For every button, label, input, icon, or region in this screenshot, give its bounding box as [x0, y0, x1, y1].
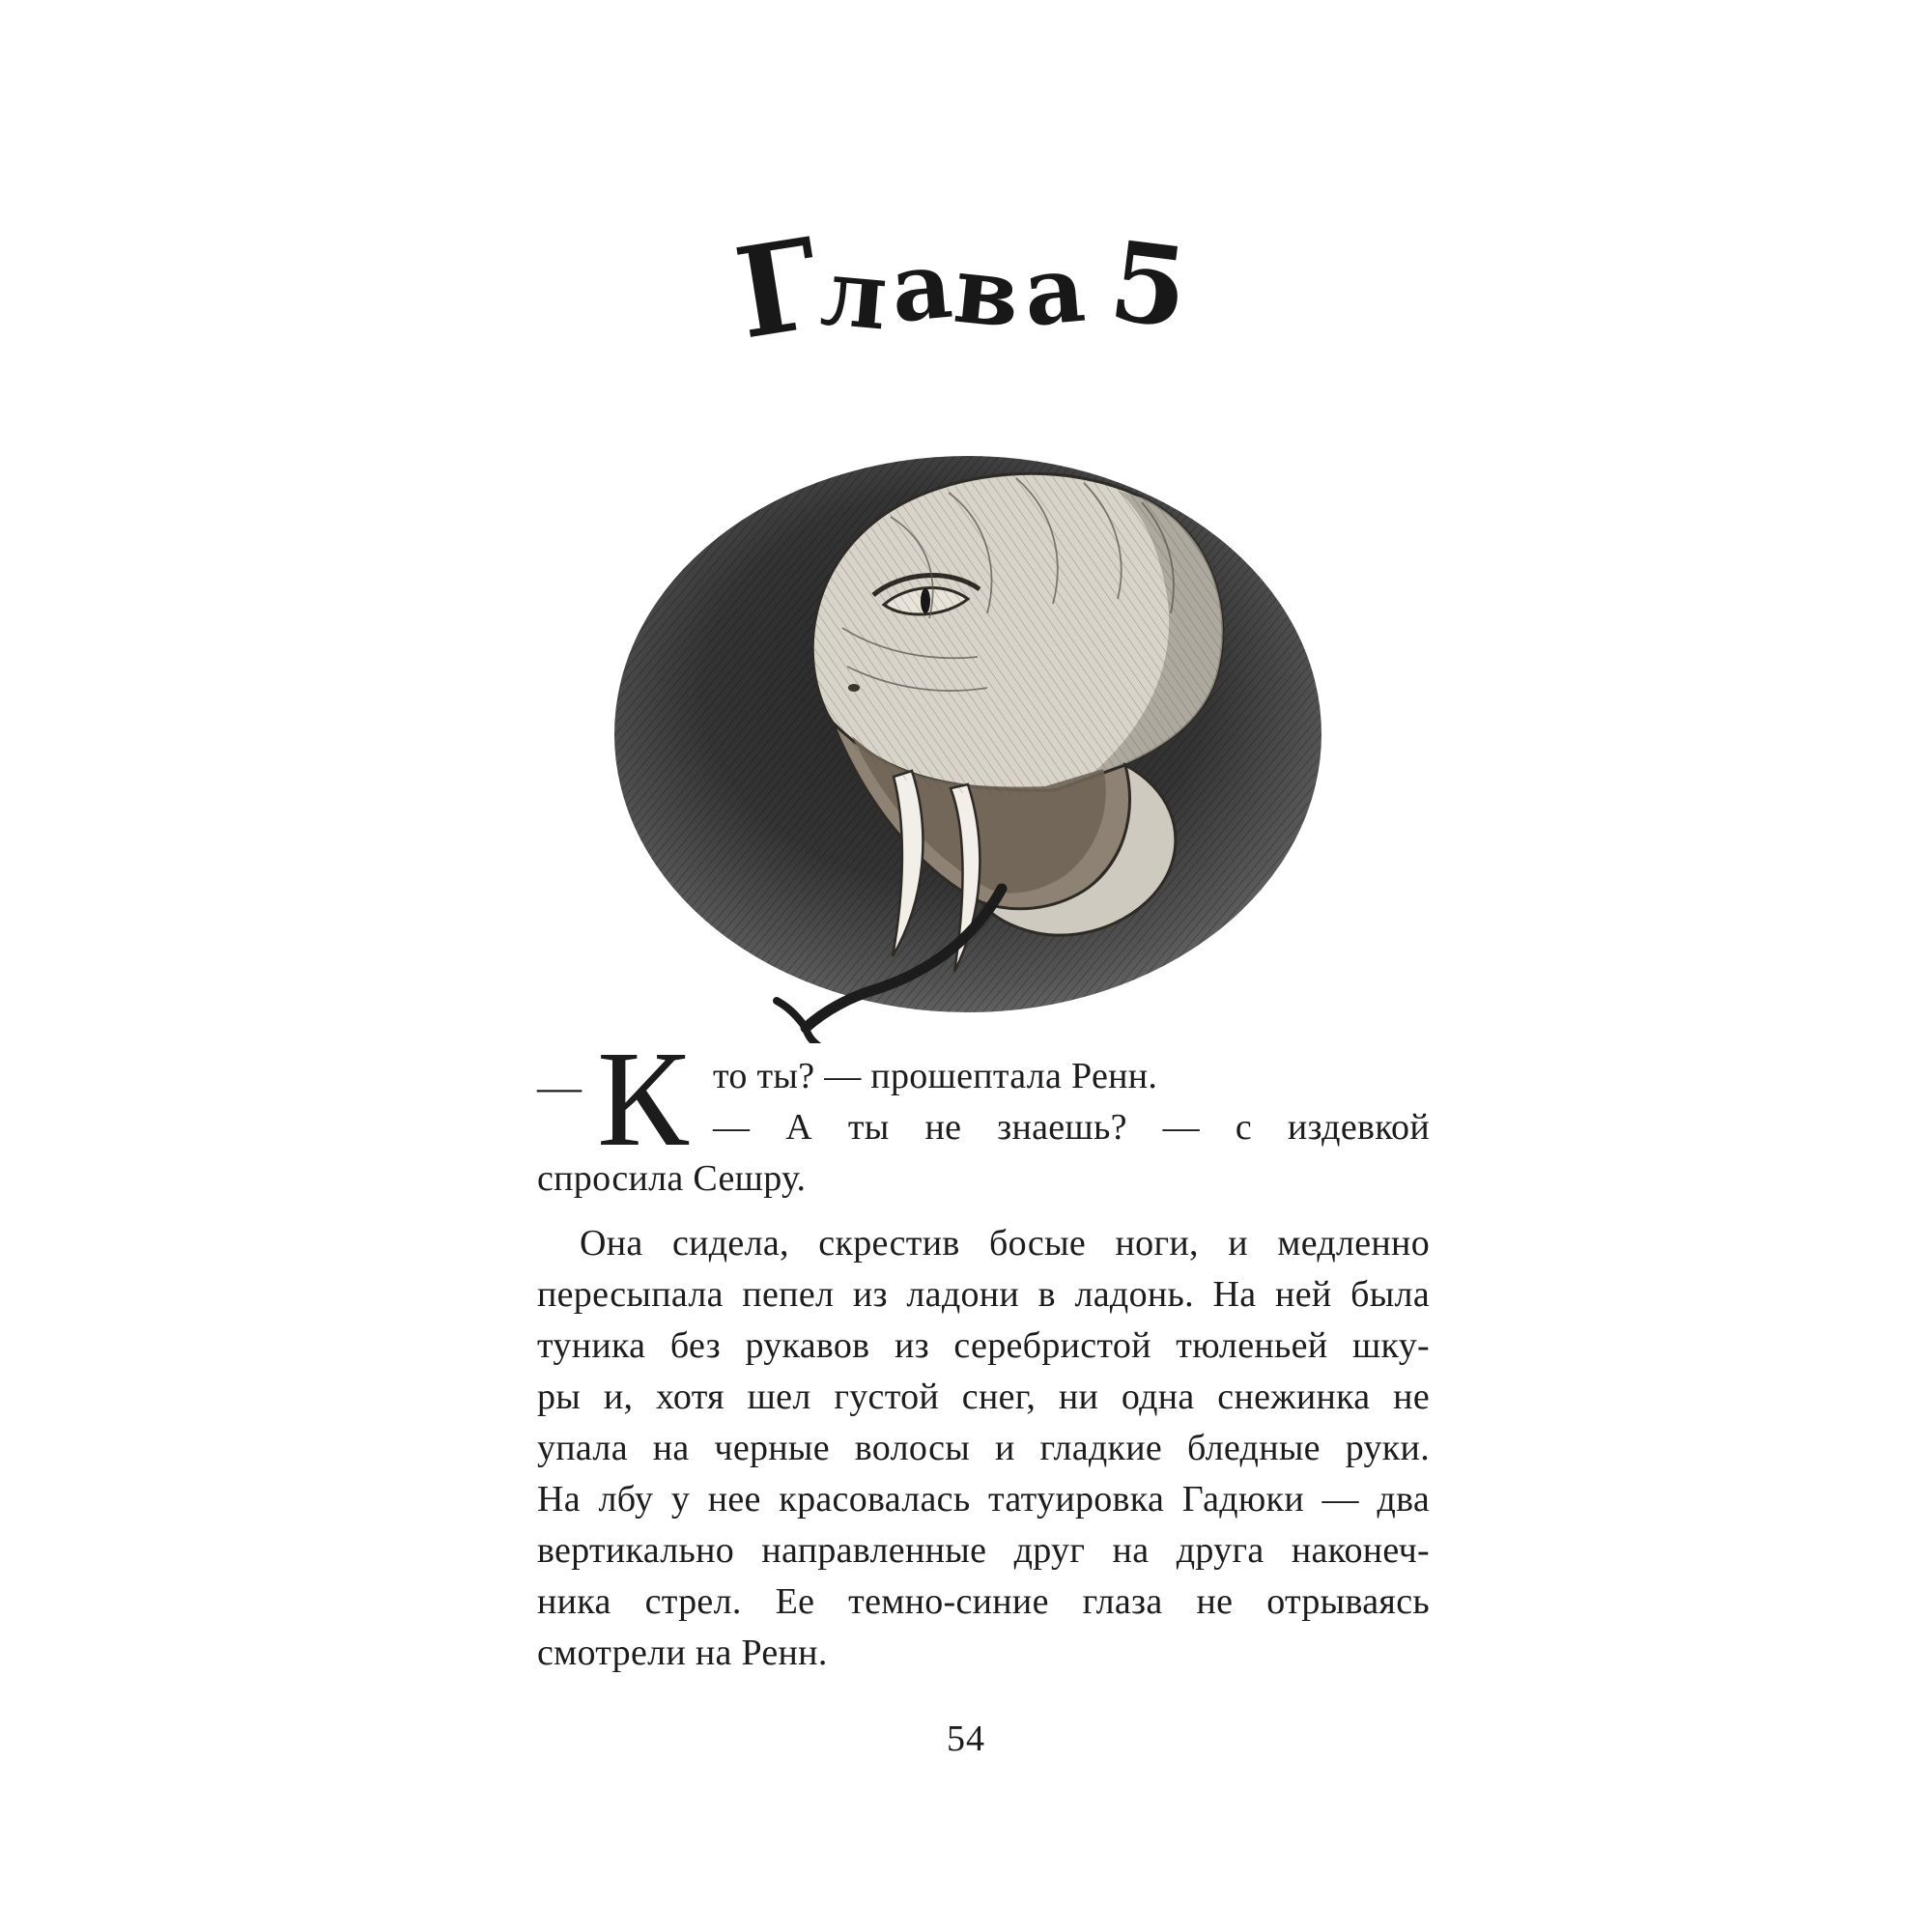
chapter-title: [0, 209, 1932, 368]
text-line: ры и, хотя шел густой снег, ни одна снежинка не: [537, 1377, 1430, 1417]
text-line: смотрели на Ренн.: [537, 1633, 828, 1673]
paragraph-dialogue: [537, 1022, 1430, 1205]
text-line: пересыпала пепел из ладони в ладонь. На ней была: [537, 1274, 1430, 1315]
snake-illustration: [601, 425, 1335, 1043]
text-line: упала на черные волосы и гладкие бледные руки.: [537, 1428, 1430, 1468]
text-line: Она сидела, скрестив босые ноги, и медленно: [580, 1223, 1430, 1264]
chapter-title-text: Глава 5: [726, 209, 1200, 368]
text-line: На лбу у нее красовалась татуировка Гадюки — два: [537, 1479, 1430, 1520]
text-line: туника без рукавов из серебристой тюленьей шку-: [537, 1325, 1430, 1366]
text-line: спросила Сешру.: [537, 1158, 807, 1199]
snake-head-illustration: [601, 425, 1335, 1043]
dropcap-letter: К: [597, 1022, 690, 1175]
text-line: то ты? — прошептала Ренн.: [713, 1056, 1158, 1096]
dropcap: [537, 1022, 709, 1175]
text-line: — А ты не знаешь? — с издевкой: [713, 1107, 1430, 1148]
dropcap-dash: —: [537, 1062, 582, 1111]
text-line: вертикально направленные друг на друга наконеч-: [537, 1530, 1430, 1571]
paragraph-description: [537, 1218, 1430, 1679]
body-text: [537, 1022, 1430, 1679]
page-number: 54: [947, 1719, 985, 1759]
text-line: ника стрел. Ее темно-синие глаза не отрываясь: [537, 1581, 1430, 1622]
